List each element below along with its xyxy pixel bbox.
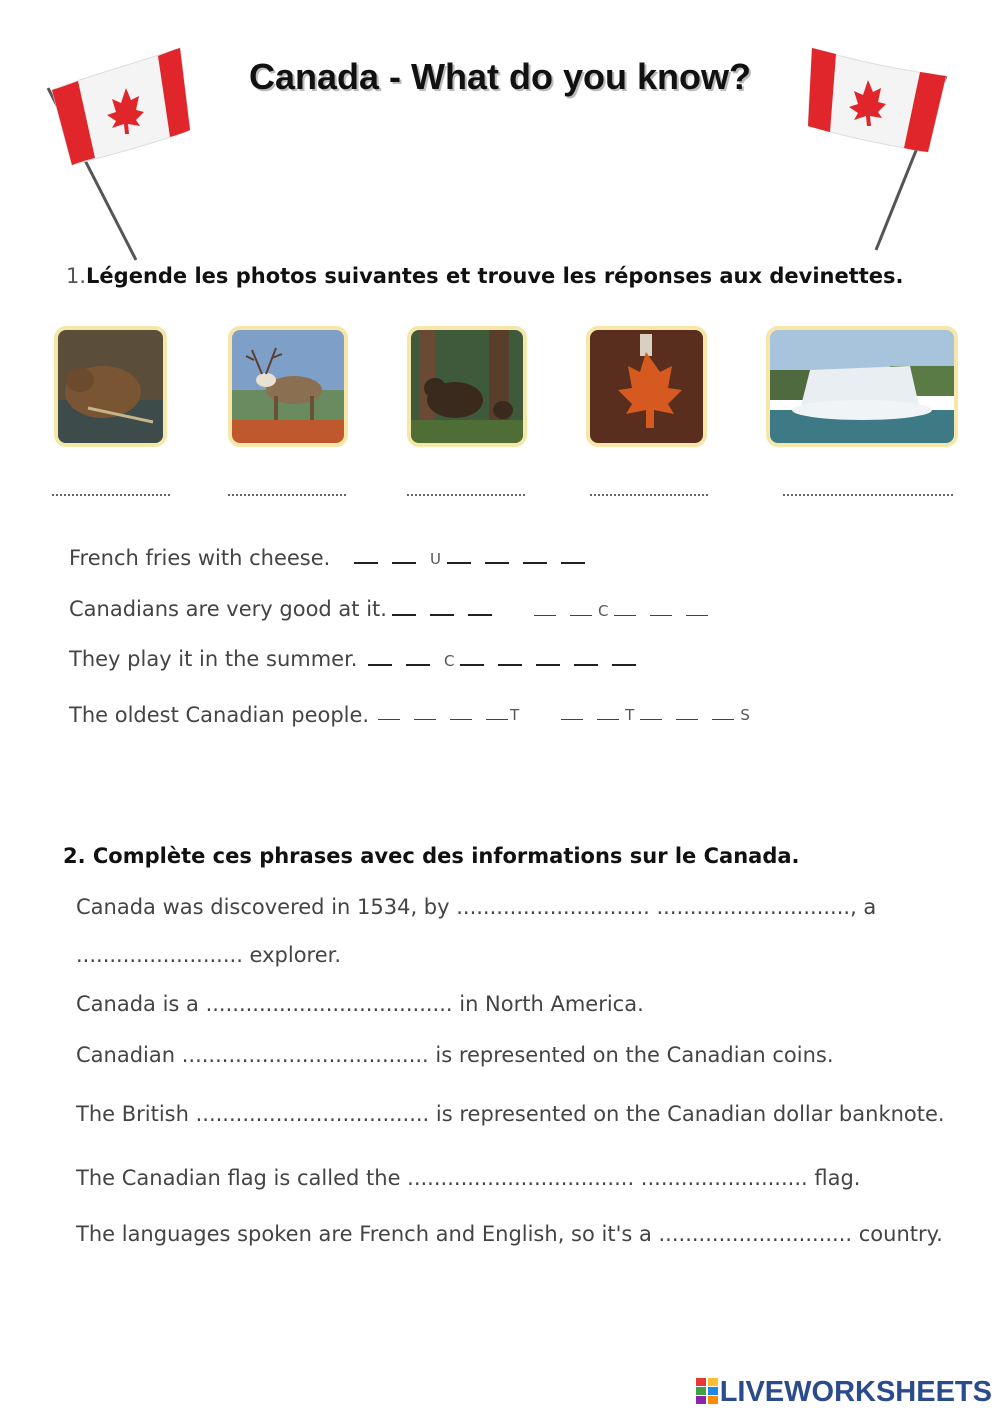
caption-line-5[interactable]: [783, 494, 953, 496]
sentence-2[interactable]: Canada is a ..................................... in North America.: [76, 992, 644, 1016]
photo-niagara-falls: [770, 330, 954, 443]
blank[interactable]: [561, 562, 585, 564]
blank[interactable]: [485, 562, 509, 564]
blank[interactable]: [561, 719, 583, 720]
sentence-6[interactable]: The languages spoken are French and English, so it's a ............................. country.: [76, 1222, 943, 1246]
blank[interactable]: [498, 664, 522, 666]
blank[interactable]: [570, 615, 592, 616]
caption-line-1[interactable]: [52, 494, 170, 496]
liveworksheets-logo-icon: [696, 1378, 718, 1404]
sentence-1-continued[interactable]: ......................... explorer.: [76, 943, 342, 967]
blank[interactable]: [612, 664, 636, 666]
riddle-1-blanks[interactable]: [354, 550, 599, 568]
sentence-3[interactable]: Canadian ..................................... is represented on the Canadian coins.: [76, 1043, 834, 1067]
letter-hint: C: [598, 602, 609, 620]
blank[interactable]: [640, 719, 662, 720]
section-1-instruction: Légende les photos suivantes et trouve les réponses aux devinettes.: [86, 264, 904, 288]
blank[interactable]: [414, 719, 436, 720]
blank[interactable]: [614, 615, 636, 616]
blank[interactable]: [712, 719, 734, 720]
photo-caribou: [232, 330, 344, 443]
sentence-4[interactable]: The British ................................... is represented on the Canadian dollar banknote.: [76, 1102, 945, 1126]
section-1-heading: [66, 264, 904, 288]
sentence-5[interactable]: The Canadian flag is called the .................................. ......................... flag.: [76, 1166, 861, 1190]
blank[interactable]: [392, 562, 416, 564]
photo-maple-syrup: [590, 330, 703, 443]
blank[interactable]: [378, 719, 400, 720]
riddle-3-clue: They play it in the summer.: [69, 647, 358, 671]
blank[interactable]: [406, 664, 430, 666]
blank[interactable]: [574, 664, 598, 666]
letter-hint: C: [444, 652, 455, 670]
photo-beaver: [58, 330, 163, 443]
letter-hint: U: [430, 550, 441, 568]
blank[interactable]: [447, 562, 471, 564]
section-2-heading: 2. Complète ces phrases avec des informations sur le Canada.: [63, 844, 800, 868]
blank[interactable]: [650, 615, 672, 616]
riddle-1-clue: French fries with cheese.: [69, 546, 331, 570]
blank[interactable]: [523, 562, 547, 564]
riddle-3-blanks[interactable]: [368, 652, 650, 670]
photo-bears: [411, 330, 523, 443]
blank[interactable]: [430, 614, 454, 616]
riddle-2-blanks[interactable]: [392, 602, 722, 620]
caption-line-3[interactable]: [407, 494, 525, 496]
riddle-4-clue: The oldest Canadian people.: [69, 703, 370, 727]
blank[interactable]: [597, 719, 619, 720]
caption-line-2[interactable]: [228, 494, 346, 496]
blank[interactable]: [468, 614, 492, 616]
letter-hint: S: [740, 706, 750, 724]
riddle-2-clue: Canadians are very good at it.: [69, 597, 387, 621]
letter-hint: T: [625, 706, 635, 724]
blank[interactable]: [676, 719, 698, 720]
blank[interactable]: [368, 664, 392, 666]
blank[interactable]: [536, 664, 560, 666]
sentence-1[interactable]: Canada was discovered in 1534, by ............................. ............................., a: [76, 895, 877, 919]
blank[interactable]: [460, 664, 484, 666]
caption-line-4[interactable]: [590, 494, 708, 496]
liveworksheets-logo: [696, 1376, 992, 1409]
blank[interactable]: [686, 615, 708, 616]
page-title: Canada - What do you know?: [249, 56, 751, 97]
blank[interactable]: [450, 719, 472, 720]
letter-hint: T: [510, 706, 520, 724]
blank[interactable]: [486, 719, 508, 720]
section-1-number: 1.: [66, 264, 87, 288]
blank[interactable]: [392, 614, 416, 616]
liveworksheets-brand: LIVEWORKSHEETS: [719, 1376, 992, 1408]
riddle-4-blanks[interactable]: [378, 706, 756, 724]
blank[interactable]: [354, 562, 378, 564]
blank[interactable]: [534, 615, 556, 616]
